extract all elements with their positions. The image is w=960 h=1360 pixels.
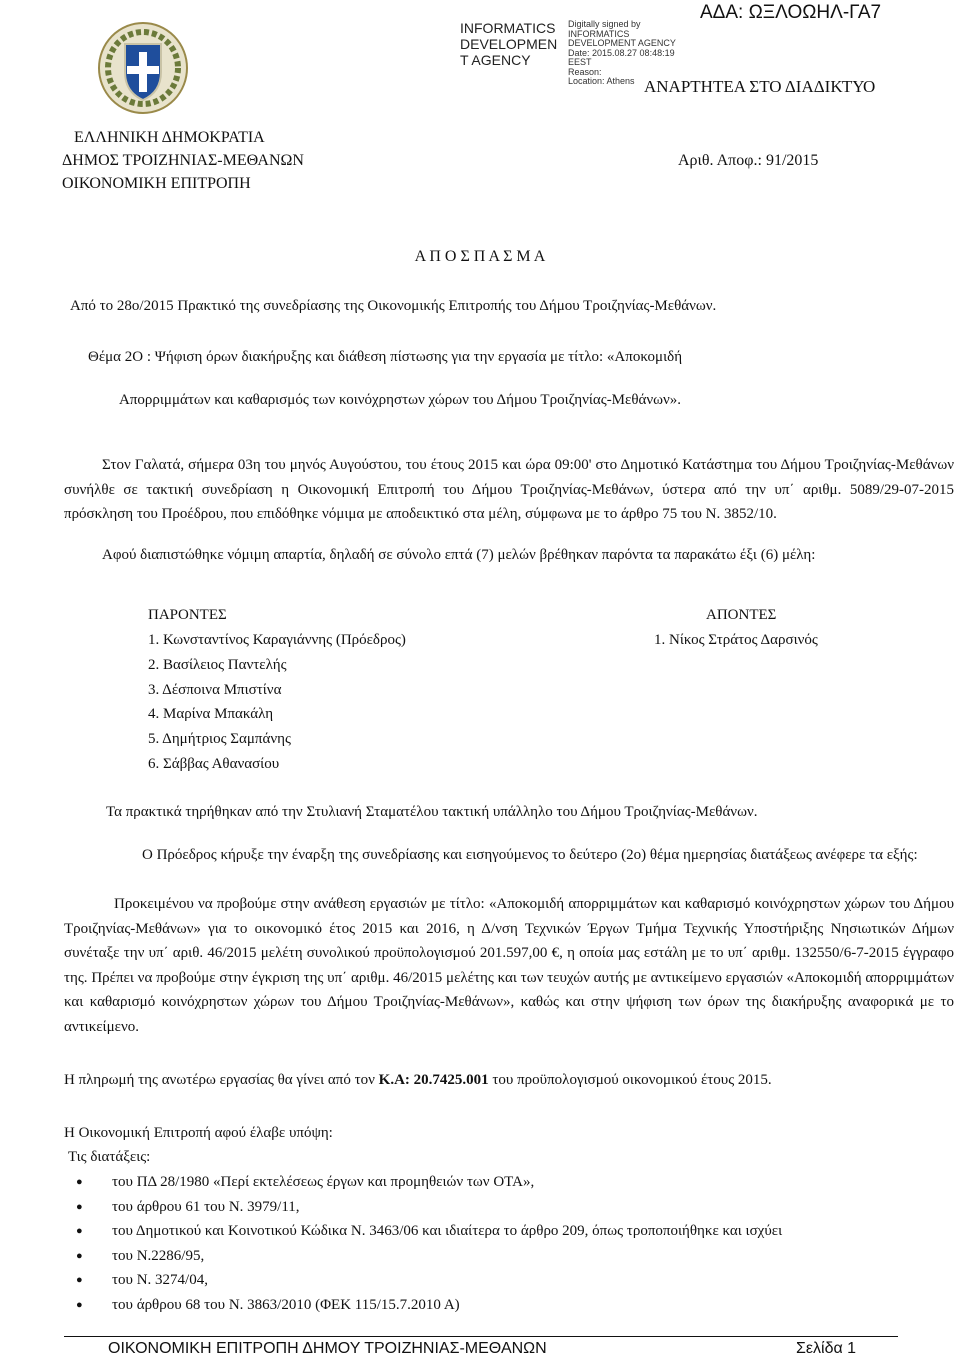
- quorum-paragraph: Αφού διαπιστώθηκε νόμιμη απαρτία, δηλαδή σε σύνολο επτά (7) μελών βρέθηκαν παρόντα τα παρακάτω έξι (6) μέλη:: [102, 547, 816, 563]
- page-number: Σελίδα 1: [796, 1340, 857, 1357]
- subject-line-2: Απορριμμάτων και καθαρισμός των κοινόχρηστων χώρων του Δήμου Τροιζηνίας-Μεθάνων».: [119, 392, 682, 408]
- provision-item: ● του Ν. 3274/04,: [64, 1268, 954, 1293]
- president-paragraph: Ο Πρόεδρος κήρυξε την έναρξη της συνεδρίασης και εισηγούμενος το δεύτερο (2ο) θέμα ημερησίας διατάξεως ανέφερε τα εξής:: [142, 847, 918, 863]
- provision-item: ● του Δημοτικού και Κοινοτικού Κώδικα Ν. 3463/06 και ιδιαίτερα το άρθρο 209, όπως τροποποιήθηκε και ισχύει: [64, 1219, 954, 1244]
- payment-text: Η πληρωμή της ανωτέρω εργασίας θα γίνει από τον: [64, 1072, 379, 1088]
- greek-emblem-logo: [96, 20, 190, 116]
- signature-org: INFORMATICS DEVELOPMEN T AGENCY: [460, 20, 558, 68]
- minutes-keeper-paragraph: Τα πρακτικά τηρήθηκαν από την Στυλιανή Σταματέλου τακτική υπάλληλο του Δήμου Τροιζηνίας-Μεθάνων.: [106, 804, 758, 820]
- present-member: 3. Δέσποινα Μπιστίνα: [148, 681, 282, 698]
- header-republic: ΕΛΛΗΝΙΚΗ ΔΗΜΟΚΡΑΤΙΑ: [74, 129, 265, 146]
- decision-number: Αριθ. Αποφ.: 91/2015: [678, 152, 819, 169]
- provision-item: ● του Ν.2286/95,: [64, 1244, 954, 1269]
- present-member: 2. Βασίλειος Παντελής: [148, 656, 287, 673]
- ada-code: ΑΔΑ: ΩΞΛΟΩΗΛ-ΓΑ7: [700, 2, 882, 23]
- present-heading: ΠΑΡΟΝΤΕΣ: [148, 607, 227, 623]
- intro-paragraph: Στον Γαλατά, σήμερα 03η του μηνός Αυγούστου, του έτους 2015 και ώρα 09:00' στο Δημοτικό Κατάστημα του Δήμου Τροιζηνίας-Μεθάνων συνήλθε σε τακτική συνεδρίαση η Οικονομική Επιτροπή του Δήμου Τροιζηνίας-Μεθάνων, ύστερα από την υπ΄ αριθμ. 5089/29-07-2015 πρόσκληση του Προέδρου, που επιδόθηκε νόμιμα με αποδεικτικό στα μέλη, σύμφωνα με το άρθρο 75 του Ν. 3852/10.: [64, 457, 954, 522]
- provisions-list: [64, 1170, 954, 1317]
- present-member: 4. Μαρίνα Μπακάλη: [148, 706, 274, 723]
- main-paragraph: Προκειμένου να προβούμε στην ανάθεση εργασιών με τίτλο: «Αποκομιδή απορριμμάτων και καθαρισμό κοινόχρηστων χώρων του Δήμου Τροιζηνίας-Μεθάνων» για το οικονομικό έτος 2015 και 2016, η Δ/νση Τεχνικών Έργων Τμήμα Τεχνικής Υποστήριξης Νησιωτικών Δήμων συνέταξε την υπ΄ αριθ. 46/2015 μελέτη συνολικού προϋπολογισμού 201.597,00 €, η οποία μας εστάλη με το υπ΄ αριθμ. 132550/6-7-2015 έγγραφο της. Πρέπει να προβούμε στην έγκριση της υπ΄ αριθμ. 46/2015 μελέτης και των τευχών αυτής με αντικείμενο εργασιών «Αποκομιδή απορριμμάτων και καθαρισμό κοινόχρηστων χώρων του Δήμου Τροιζηνίας-Μεθάνων», καθώς και στην ψήφιση των όρων της διακήρυξης αναφορικά με το αντικείμενο.: [64, 896, 954, 1035]
- subject-line-1: Θέμα 2Ο : Ψήφιση όρων διακήρυξης και διάθεση πίστωσης για την εργασία με τίτλο: «Αποκομιδή: [88, 349, 683, 365]
- provisions-label: Τις διατάξεις:: [68, 1149, 151, 1165]
- budget-code: Κ.Α: 20.7425.001: [378, 1072, 489, 1088]
- payment-paragraph: [64, 1068, 954, 1093]
- provision-item: ● του άρθρου 68 του Ν. 3863/2010 (ΦΕΚ 115/15.7.2010 Α): [64, 1293, 954, 1318]
- provision-item: ● του ΠΔ 28/1980 «Περί εκτελέσεως έργων και προμηθειών των ΟΤΑ»,: [64, 1170, 954, 1195]
- present-member: 6. Σάββας Αθανασίου: [148, 755, 280, 772]
- present-member: 5. Δημήτριος Σαμπάνης: [148, 731, 291, 748]
- present-list: [148, 628, 406, 777]
- document-title: Α Π Ο Σ Π Α Σ Μ Α: [414, 248, 546, 265]
- absent-heading: ΑΠΟΝΤΕΣ: [706, 607, 777, 623]
- present-member: 1. Κωνσταντίνος Καραγιάννης (Πρόεδρος): [148, 632, 406, 648]
- payment-text-end: του προϋπολογισμού οικονομικού έτους 2015.: [488, 1072, 772, 1088]
- footer-left: ΟΙΚΟΝΟΜΙΚΗ ΕΠΙΤΡΟΠΗ ΔΗΜΟΥ ΤΡΟΙΖΗΝΙΑΣ-ΜΕΘΑΝΩΝ: [108, 1340, 547, 1357]
- provision-item: ● του άρθρου 61 του Ν. 3979/11,: [64, 1195, 954, 1220]
- signature-details: Digitally signed by INFORMATICS DEVELOPMENT AGENCY Date: 2015.08.27 08:48:19 EEST Reason: Location: Athens: [568, 19, 676, 86]
- minutes-reference: Από το 28ο/2015 Πρακτικό της συνεδρίασης της Οικονομικής Επιτροπής του Δήμου Τροιζηνίας-Μεθάνων.: [70, 298, 717, 314]
- header-committee: ΟΙΚΟΝΟΜΙΚΗ ΕΠΙΤΡΟΠΗ: [62, 175, 251, 192]
- committee-considered: Η Οικονομική Επιτροπή αφού έλαβε υπόψη:: [64, 1125, 333, 1141]
- post-online-label: ΑΝΑΡΤΗΤΕΑ ΣΤΟ ΔΙΑΔΙΚΤΥΟ: [644, 77, 876, 96]
- header-municipality: ΔΗΜΟΣ ΤΡΟΙΖΗΝΙΑΣ-ΜΕΘΑΝΩΝ: [62, 152, 304, 169]
- footer-divider: [64, 1336, 898, 1337]
- absent-member: 1. Νίκος Στράτος Δαρσινός: [654, 632, 818, 648]
